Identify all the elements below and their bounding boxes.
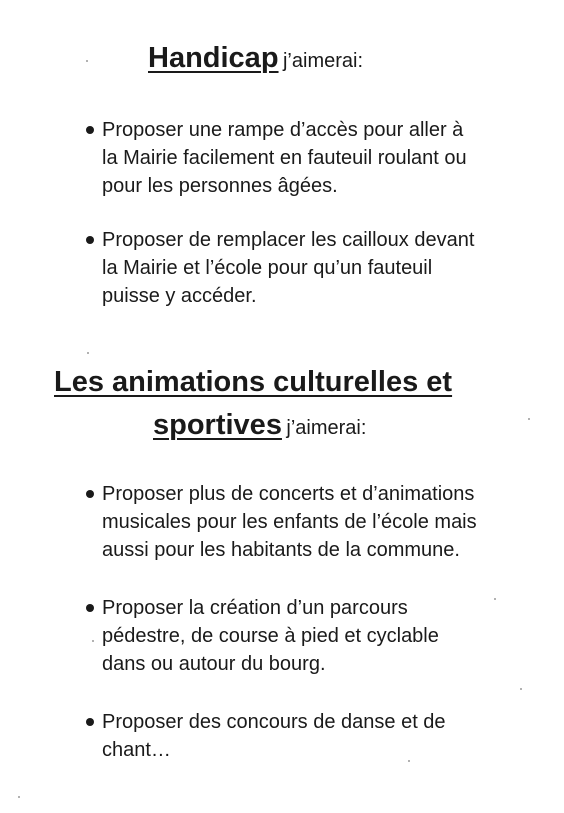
handicap-heading xyxy=(148,42,363,75)
animations-title-line2: sportives xyxy=(153,409,282,441)
handicap-suffix: j’aimerai: xyxy=(282,50,364,72)
scan-speck xyxy=(18,796,20,798)
list-item-text: Proposer la création d’un parcours pédestre, de course à pied et cyclable dans ou autour du bourg. xyxy=(102,597,439,675)
scan-speck xyxy=(528,418,530,420)
bullet-dot-icon xyxy=(86,604,94,612)
bullet-dot-icon xyxy=(86,236,94,244)
scan-speck xyxy=(86,60,88,62)
scan-speck xyxy=(92,640,94,642)
list-item-text: Proposer de remplacer les cailloux devant la Mairie et l’école pour qu’un fauteuil puisse y accéder. xyxy=(102,229,475,307)
handicap-title: Handicap xyxy=(148,42,279,74)
bullet-dot-icon xyxy=(86,126,94,134)
scan-speck xyxy=(520,688,522,690)
animations-heading-line1 xyxy=(54,366,452,399)
scan-speck xyxy=(408,760,410,762)
bullet-dot-icon xyxy=(86,490,94,498)
list-item-text: Proposer plus de concerts et d’animations musicales pour les enfants de l’école mais aussi pour les habitants de la commune. xyxy=(102,483,477,561)
animations-heading-line2 xyxy=(153,409,366,442)
animations-title-line1: Les animations culturelles et xyxy=(54,366,453,398)
list-item-text: Proposer une rampe d’accès pour aller à la Mairie facilement en fauteuil roulant ou pour les personnes âgées. xyxy=(102,119,467,197)
scan-speck xyxy=(494,598,496,600)
bullet-dot-icon xyxy=(86,718,94,726)
list-item-text: Proposer des concours de danse et de chant… xyxy=(102,711,446,761)
animations-suffix: j’aimerai: xyxy=(286,417,367,439)
scan-speck xyxy=(87,352,89,354)
